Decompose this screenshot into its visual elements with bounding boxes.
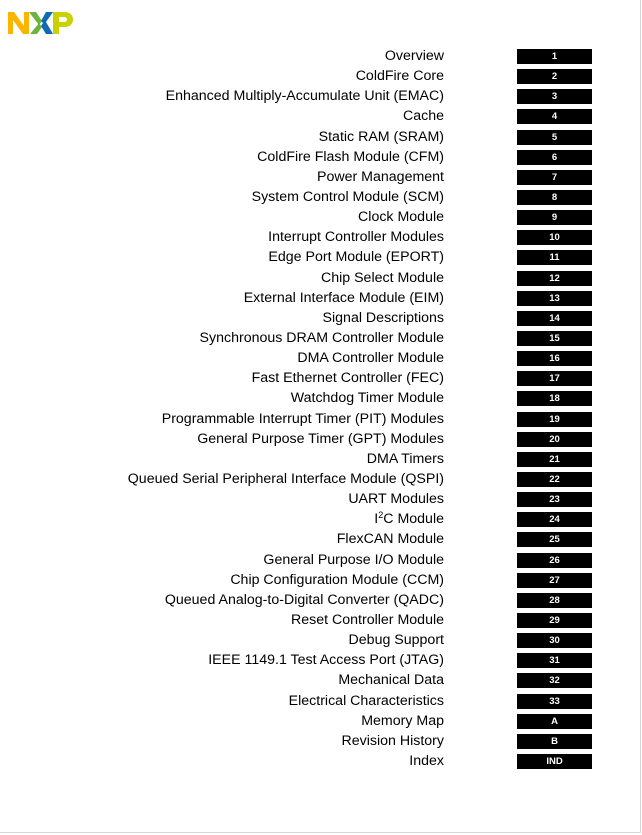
chapter-tab[interactable]: 21 bbox=[517, 452, 592, 467]
toc-entry[interactable] bbox=[0, 590, 640, 610]
toc-entry[interactable] bbox=[0, 388, 640, 408]
toc-entry-title[interactable] bbox=[268, 228, 444, 246]
toc-entry-title[interactable] bbox=[338, 671, 444, 689]
toc-entry[interactable] bbox=[0, 449, 640, 469]
toc-entry[interactable] bbox=[0, 509, 640, 529]
toc-entry-title[interactable] bbox=[165, 591, 444, 609]
toc-entry[interactable] bbox=[0, 46, 640, 66]
chapter-tab[interactable]: 1 bbox=[517, 49, 592, 64]
toc-entry-title-text: Programmable Interrupt Timer (PIT) Modules bbox=[161, 410, 444, 427]
chapter-tab[interactable]: 8 bbox=[517, 190, 592, 205]
chapter-tab[interactable]: 10 bbox=[517, 230, 592, 245]
toc-entry-title-rest: C Module bbox=[383, 511, 444, 528]
toc-entry-title-text: Static RAM (SRAM) bbox=[318, 128, 444, 145]
toc-entry[interactable] bbox=[0, 308, 640, 328]
toc-entry-title[interactable] bbox=[128, 470, 444, 488]
chapter-tab[interactable]: 12 bbox=[517, 271, 592, 286]
toc-entry-title-text: IEEE 1149.1 Test Access Port (JTAG) bbox=[208, 652, 444, 669]
toc-entry[interactable] bbox=[0, 268, 640, 288]
toc-entry[interactable] bbox=[0, 288, 640, 308]
toc-entry-title[interactable] bbox=[208, 651, 444, 669]
chapter-tab[interactable]: 17 bbox=[517, 371, 592, 386]
toc-entry-title[interactable] bbox=[374, 510, 444, 528]
chapter-tab[interactable]: 9 bbox=[517, 210, 592, 225]
toc-entry-title-text: Electrical Characteristics bbox=[288, 692, 444, 709]
toc-entry[interactable] bbox=[0, 691, 640, 711]
toc-entry-title[interactable] bbox=[291, 611, 444, 629]
toc-entry-title-text: Enhanced Multiply-Accumulate Unit (EMAC) bbox=[165, 88, 444, 105]
chapter-tab[interactable]: 7 bbox=[517, 170, 592, 185]
toc-entry[interactable] bbox=[0, 670, 640, 690]
logo-x-upper-left bbox=[29, 12, 42, 25]
toc-entry-title-text: Index bbox=[409, 752, 444, 769]
toc-entry-title-text: Chip Configuration Module (CCM) bbox=[230, 571, 444, 588]
chapter-tab[interactable]: 31 bbox=[517, 653, 592, 668]
toc-entry-title-text: Watchdog Timer Module bbox=[290, 390, 444, 407]
toc-entry-title-text: External Interface Module (EIM) bbox=[243, 289, 444, 306]
toc-entry-title-text: General Purpose Timer (GPT) Modules bbox=[197, 430, 444, 447]
toc-entry-title-text: ColdFire Flash Module (CFM) bbox=[257, 148, 444, 165]
toc-entry-title[interactable] bbox=[367, 450, 444, 468]
toc-entry[interactable] bbox=[0, 731, 640, 751]
toc-entry[interactable] bbox=[0, 147, 640, 167]
toc-entry-title[interactable] bbox=[166, 87, 444, 105]
toc-entry-title[interactable] bbox=[337, 530, 444, 548]
toc-entry-title-text: Clock Module bbox=[358, 209, 444, 226]
toc-entry-title-text: Fast Ethernet Controller (FEC) bbox=[251, 370, 444, 387]
chapter-tab[interactable]: 2 bbox=[517, 69, 592, 84]
logo-n-shape bbox=[8, 12, 29, 34]
toc-entry[interactable] bbox=[0, 429, 640, 449]
toc-entry-title-text: Edge Port Module (EPORT) bbox=[268, 249, 444, 266]
toc-entry[interactable] bbox=[0, 227, 640, 247]
logo-p-shape bbox=[53, 12, 73, 34]
toc-entry-title[interactable] bbox=[321, 269, 444, 287]
chapter-tab[interactable]: 32 bbox=[517, 673, 592, 688]
chapter-tab[interactable]: A bbox=[517, 714, 592, 729]
toc-entry-title[interactable] bbox=[268, 248, 444, 266]
toc-entry-title-text: General Purpose I/O Module bbox=[263, 551, 444, 568]
toc-entry-title[interactable] bbox=[317, 168, 444, 186]
toc-entry[interactable] bbox=[0, 529, 640, 549]
toc-entry-title[interactable] bbox=[361, 712, 444, 730]
toc-entry-title-text: Debug Support bbox=[348, 632, 444, 649]
toc-entry-title[interactable] bbox=[319, 128, 444, 146]
logo-x-lower-left bbox=[30, 23, 42, 34]
toc-entry[interactable] bbox=[0, 650, 640, 670]
toc-entry-title-text: DMA Timers bbox=[366, 450, 444, 467]
toc-entry-title[interactable] bbox=[342, 732, 445, 750]
toc-entry[interactable] bbox=[0, 550, 640, 570]
chapter-tab[interactable]: 28 bbox=[517, 593, 592, 608]
chapter-tab[interactable]: 16 bbox=[517, 351, 592, 366]
toc-entry-title-text: I bbox=[374, 511, 379, 528]
toc-entry-title-text: Revision History bbox=[341, 732, 444, 749]
toc-entry-title[interactable] bbox=[263, 551, 444, 569]
toc-entry[interactable] bbox=[0, 207, 640, 227]
toc-entry-title-text: Chip Select Module bbox=[320, 269, 444, 286]
toc-entry[interactable] bbox=[0, 610, 640, 630]
chapter-tab[interactable]: 5 bbox=[517, 130, 592, 145]
toc-entry[interactable] bbox=[0, 469, 640, 489]
toc-entry[interactable] bbox=[0, 167, 640, 187]
chapter-tab[interactable]: 33 bbox=[517, 694, 592, 709]
toc-entry[interactable] bbox=[0, 570, 640, 590]
chapter-tab[interactable]: 22 bbox=[517, 472, 592, 487]
toc-entry-title-text: Queued Analog-to-Digital Converter (QADC) bbox=[164, 591, 444, 608]
toc-entry-title[interactable] bbox=[289, 692, 444, 710]
nxp-logo bbox=[6, 8, 76, 38]
chapter-tab[interactable]: 13 bbox=[517, 291, 592, 306]
toc-entry-title[interactable] bbox=[356, 67, 444, 85]
toc-entry[interactable] bbox=[0, 66, 640, 86]
toc-entry-title[interactable] bbox=[252, 188, 444, 206]
toc-entry[interactable] bbox=[0, 368, 640, 388]
toc-entry[interactable] bbox=[0, 711, 640, 731]
chapter-tab[interactable]: 23 bbox=[517, 492, 592, 507]
chapter-tab[interactable]: 26 bbox=[517, 553, 592, 568]
toc-entry-title-text: Synchronous DRAM Controller Module bbox=[199, 329, 444, 346]
nxp-logo-graphic bbox=[6, 8, 76, 38]
toc-entry-title[interactable] bbox=[403, 107, 444, 125]
chapter-tab[interactable]: 6 bbox=[517, 150, 592, 165]
toc-entry[interactable] bbox=[0, 348, 640, 368]
chapter-tab[interactable]: 27 bbox=[517, 573, 592, 588]
toc-entry[interactable] bbox=[0, 106, 640, 126]
toc-entry[interactable] bbox=[0, 751, 640, 771]
toc-entry-title-text: Cache bbox=[402, 108, 444, 125]
toc-entry[interactable] bbox=[0, 86, 640, 106]
toc-entry-title[interactable] bbox=[358, 208, 444, 226]
toc-entry-title[interactable] bbox=[200, 329, 444, 347]
chapter-tab[interactable]: 11 bbox=[517, 250, 592, 265]
toc-entry-title-text: ColdFire Core bbox=[355, 68, 444, 85]
toc-entry-title-text: Signal Descriptions bbox=[322, 309, 444, 326]
toc-entry-title-text: Queued Serial Peripheral Interface Module (QSPI) bbox=[127, 470, 444, 487]
chapter-tab[interactable]: 3 bbox=[517, 89, 592, 104]
toc-entry-title-text: UART Modules bbox=[348, 491, 444, 508]
toc-entry-title-text: Memory Map bbox=[361, 712, 444, 729]
toc-entry-title[interactable] bbox=[297, 349, 444, 367]
toc-entry-title-text: Reset Controller Module bbox=[291, 611, 444, 628]
toc-entry-title[interactable] bbox=[385, 47, 444, 65]
chapter-tab[interactable]: 18 bbox=[517, 391, 592, 406]
toc-entry-title[interactable] bbox=[349, 631, 444, 649]
toc-entry-title-text: Power Management bbox=[317, 168, 444, 185]
chapter-tab[interactable]: 15 bbox=[517, 331, 592, 346]
chapter-tab[interactable]: 25 bbox=[517, 532, 592, 547]
toc-entry-title[interactable] bbox=[348, 490, 444, 508]
toc-entry-title-text: Overview bbox=[384, 48, 444, 64]
toc-entry[interactable] bbox=[0, 247, 640, 267]
chapter-tab[interactable]: 19 bbox=[517, 412, 592, 427]
toc-entry-title-text: Interrupt Controller Modules bbox=[268, 229, 444, 246]
toc-entry-title[interactable] bbox=[409, 752, 444, 770]
chapter-tab[interactable]: 29 bbox=[517, 613, 592, 628]
toc-entry-title[interactable] bbox=[230, 571, 444, 589]
chapter-tab[interactable]: B bbox=[517, 734, 592, 749]
toc-entry[interactable] bbox=[0, 489, 640, 509]
toc-entry-title-text: Mechanical Data bbox=[338, 672, 444, 689]
chapter-tab[interactable]: 4 bbox=[517, 109, 592, 124]
toc-entry-title[interactable] bbox=[257, 148, 444, 166]
chapter-tab[interactable]: 14 bbox=[517, 311, 592, 326]
chapter-tab[interactable]: 24 bbox=[517, 512, 592, 527]
logo-x-right bbox=[41, 12, 53, 34]
toc-entry-title[interactable] bbox=[162, 410, 444, 428]
toc-entry-title-text: FlexCAN Module bbox=[336, 531, 444, 548]
chapter-tab[interactable]: 30 bbox=[517, 633, 592, 648]
toc-entry-title-text: DMA Controller Module bbox=[297, 350, 444, 367]
toc-entry-title[interactable] bbox=[244, 289, 444, 307]
chapter-tab[interactable]: IND bbox=[517, 754, 592, 769]
toc-entry[interactable] bbox=[0, 409, 640, 429]
toc-entry-title[interactable] bbox=[291, 389, 444, 407]
toc-entry-title[interactable] bbox=[323, 309, 444, 327]
toc-entry-superscript: 2 bbox=[378, 510, 384, 521]
toc-entry-title-text: System Control Module (SCM) bbox=[251, 188, 444, 205]
toc-entry-title[interactable] bbox=[197, 430, 444, 448]
chapter-index bbox=[0, 46, 640, 771]
toc-entry[interactable] bbox=[0, 328, 640, 348]
toc-entry[interactable] bbox=[0, 187, 640, 207]
toc-entry[interactable] bbox=[0, 630, 640, 650]
toc-entry[interactable] bbox=[0, 127, 640, 147]
toc-entry-title[interactable] bbox=[252, 369, 444, 387]
chapter-tab[interactable]: 20 bbox=[517, 432, 592, 447]
